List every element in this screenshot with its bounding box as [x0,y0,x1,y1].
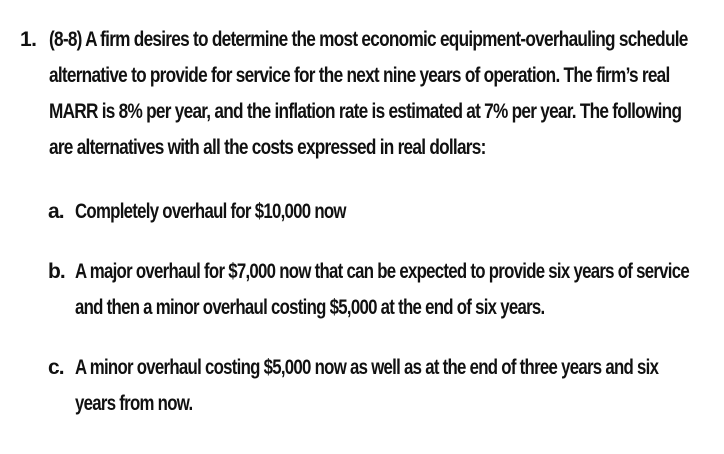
problem-line: MARR is 8% per year, and the inflation rate is estimated at 7% per year. The following [49,100,682,123]
alternative-text [75,254,689,326]
alternative-line: and then a minor overhaul costing $5,000 at the end of six years. [75,296,545,319]
alternative-line: Completely overhaul for $10,000 now [75,200,346,223]
alternative-line: years from now. [75,392,193,415]
alternative-line: A minor overhaul costing $5,000 now as well as at the end of three years and six [75,356,659,379]
alternative-text [75,194,346,230]
problem-description [49,22,688,166]
problem-line: alternative to provide for service for the next nine years of operation. The firm’s real [49,64,670,87]
problem-line: (8-8) A firm desires to determine the most economic equipment-overhauling schedule [49,28,688,51]
alternative-marker: c. [48,356,64,379]
problem-line: are alternatives with all the costs expressed in real dollars: [49,136,486,159]
problem-number: 1. [20,28,37,51]
alternative-line: A major overhaul for $7,000 now that can be expected to provide six years of service [75,260,689,283]
alternative-text [75,350,658,422]
alternative-marker: a. [48,200,64,223]
alternative-marker: b. [48,260,65,283]
